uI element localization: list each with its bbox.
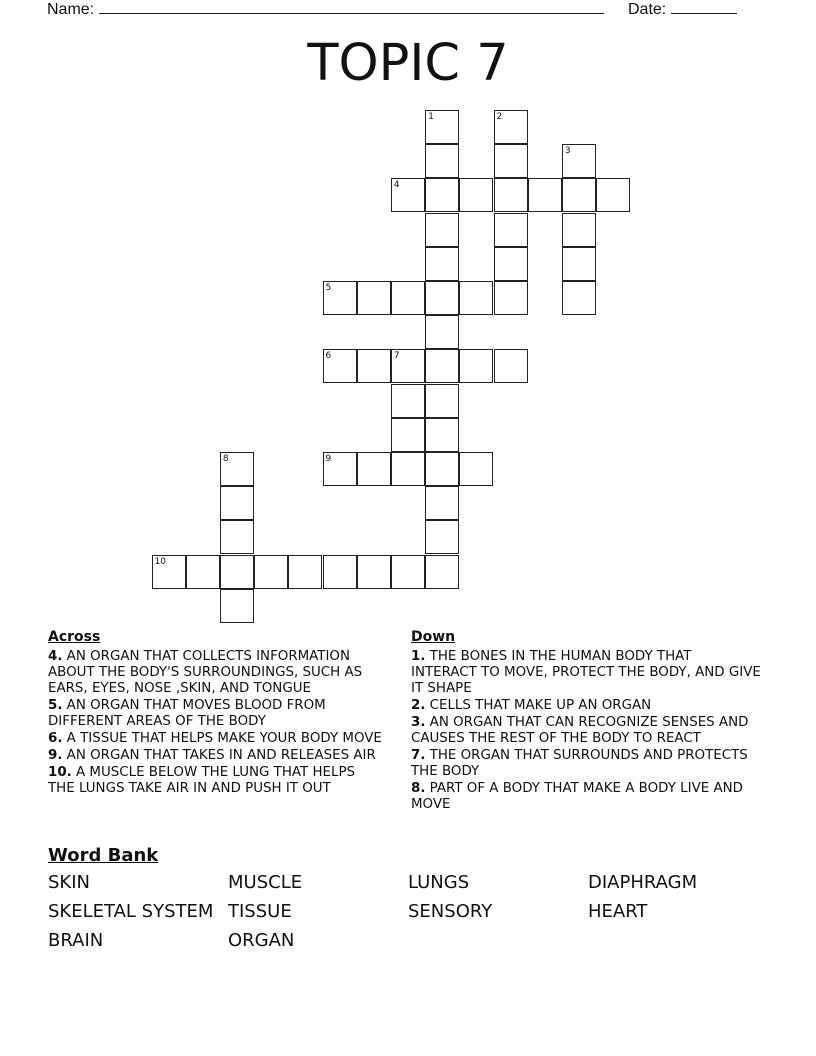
across-clue [48,698,383,730]
crossword-cell[interactable] [425,213,459,247]
clue-number: 2. [411,698,426,713]
crossword-cell[interactable] [494,247,528,281]
crossword-cell[interactable] [459,178,493,212]
crossword-cell[interactable] [425,349,459,383]
word-bank-item: HEART [588,901,648,922]
crossword-cell[interactable] [391,281,425,315]
clue-text: THE BONES IN THE HUMAN BODY THAT INTERACT TO MOVE, PROTECT THE BODY, AND GIVE IT SHAPE [411,649,761,696]
crossword-cell[interactable] [425,178,459,212]
crossword-cell[interactable] [288,555,322,589]
crossword-cell[interactable] [596,178,630,212]
clue-number: 4 [393,180,400,191]
crossword-cell[interactable] [425,110,459,144]
word-bank-item: TISSUE [228,901,292,922]
crossword-cell[interactable] [562,178,596,212]
crossword-cell[interactable] [425,486,459,520]
clue-number: 9 [325,454,332,464]
across-clue [48,748,383,764]
crossword-cell[interactable] [391,452,425,486]
clue-text: PART OF A BODY THAT MAKE A BODY LIVE AND MOVE [411,781,743,812]
clue-number: 7 [393,351,400,362]
down-clue [411,781,761,813]
crossword-cell[interactable] [391,418,425,452]
clue-number: 8 [222,454,229,464]
clue-number: 5 [325,283,332,293]
crossword-cell[interactable] [323,281,357,315]
crossword-cell[interactable] [528,178,562,212]
clue-number: 2 [496,112,503,122]
crossword-cell[interactable] [357,555,391,589]
crossword-cell[interactable] [254,555,288,589]
across-clue [48,765,383,797]
crossword-cell[interactable] [425,520,459,554]
crossword-cell[interactable] [459,452,493,486]
word-bank-item: MUSCLE [228,872,303,893]
word-bank [48,872,768,951]
down-clue [411,715,761,747]
clue-number: 10 [154,556,166,567]
clue-number: 3 [564,146,571,157]
crossword-cell[interactable] [391,178,425,212]
crossword-cell[interactable] [186,555,220,589]
crossword-cell[interactable] [459,281,493,315]
name-label: Name: [47,1,95,18]
crossword-cell[interactable] [425,452,459,486]
crossword-cell[interactable] [425,247,459,281]
crossword-cell[interactable] [494,144,528,178]
word-bank-item: DIAPHRAGM [588,872,698,893]
crossword-cell[interactable] [357,281,391,315]
down-clue [411,698,761,714]
clue-number: 1. [411,649,426,664]
clue-text: AN ORGAN THAT TAKES IN AND RELEASES AIR [62,748,376,763]
crossword-cell[interactable] [425,281,459,315]
crossword-cell[interactable] [562,213,596,247]
down-clue [411,649,761,697]
across-clues [48,629,383,798]
crossword-cell[interactable] [425,315,459,349]
down-clues [411,629,761,814]
crossword-cell[interactable] [152,555,186,589]
across-clue [48,731,383,747]
crossword-cell[interactable] [323,555,357,589]
crossword-cell[interactable] [220,589,254,623]
clue-number: 1 [428,112,434,122]
page-title: TOPIC 7 [307,34,509,93]
crossword-cell[interactable] [323,452,357,486]
across-clue [48,649,383,697]
date-label: Date: [628,1,667,18]
crossword-cell[interactable] [391,384,425,418]
down-clue [411,748,761,780]
crossword-cell[interactable] [220,452,254,486]
down-heading: Down [411,629,456,645]
crossword-cell[interactable] [562,247,596,281]
clue-number: 6. [48,731,63,746]
crossword-cell[interactable] [425,144,459,178]
word-bank-item: LUNGS [408,872,470,893]
clue-text: THE ORGAN THAT SURROUNDS AND PROTECTS THE BODY [411,748,748,779]
crossword-cell[interactable] [494,213,528,247]
crossword-cell[interactable] [357,452,391,486]
clue-number: 9. [48,748,63,763]
word-bank-item: SKIN [48,872,91,893]
clue-text: A TISSUE THAT HELPS MAKE YOUR BODY MOVE [62,731,382,746]
crossword-cell[interactable] [220,486,254,520]
crossword-cell[interactable] [425,555,459,589]
crossword-cell[interactable] [562,281,596,315]
word-bank-item: BRAIN [48,930,104,951]
clue-number: 3. [411,715,426,730]
crossword-cell[interactable] [425,418,459,452]
clue-text: CELLS THAT MAKE UP AN ORGAN [425,698,652,713]
crossword-cell[interactable] [494,110,528,144]
crossword-cell[interactable] [494,281,528,315]
crossword-cell[interactable] [425,384,459,418]
clue-number: 4. [48,649,63,664]
crossword-cell[interactable] [494,178,528,212]
clue-text: AN ORGAN THAT CAN RECOGNIZE SENSES AND CAUSES THE REST OF THE BODY TO REACT [411,715,749,746]
word-bank-item: ORGAN [228,930,295,951]
word-bank-title: Word Bank [48,845,159,866]
clue-number: 7. [411,748,426,763]
crossword-cell[interactable] [494,349,528,383]
word-bank-item: SKELETAL SYSTEM [48,901,214,922]
crossword-cell[interactable] [562,144,596,178]
crossword-cell[interactable] [323,349,357,383]
clue-number: 6 [325,351,332,362]
clue-number: 5. [48,698,63,713]
crossword-cell[interactable] [220,555,254,589]
crossword-cell[interactable] [220,520,254,554]
crossword-cell[interactable] [459,349,493,383]
clue-number: 8. [411,781,426,796]
clue-text: AN ORGAN THAT COLLECTS INFORMATION ABOUT THE BODY'S SURROUNDINGS, SUCH AS EARS, EYES, NOSE ,SKIN, AND TONGUE [48,649,363,696]
clue-number: 10. [48,765,72,780]
clue-text: A MUSCLE BELOW THE LUNG THAT HELPS THE LUNGS TAKE AIR IN AND PUSH IT OUT [48,765,356,796]
crossword-cell[interactable] [391,555,425,589]
crossword-cell[interactable] [357,349,391,383]
crossword-cell[interactable] [391,349,425,383]
word-bank-item: SENSORY [408,901,493,922]
clue-text: AN ORGAN THAT MOVES BLOOD FROM DIFFERENT AREAS OF THE BODY [48,698,326,729]
across-heading: Across [48,629,101,645]
